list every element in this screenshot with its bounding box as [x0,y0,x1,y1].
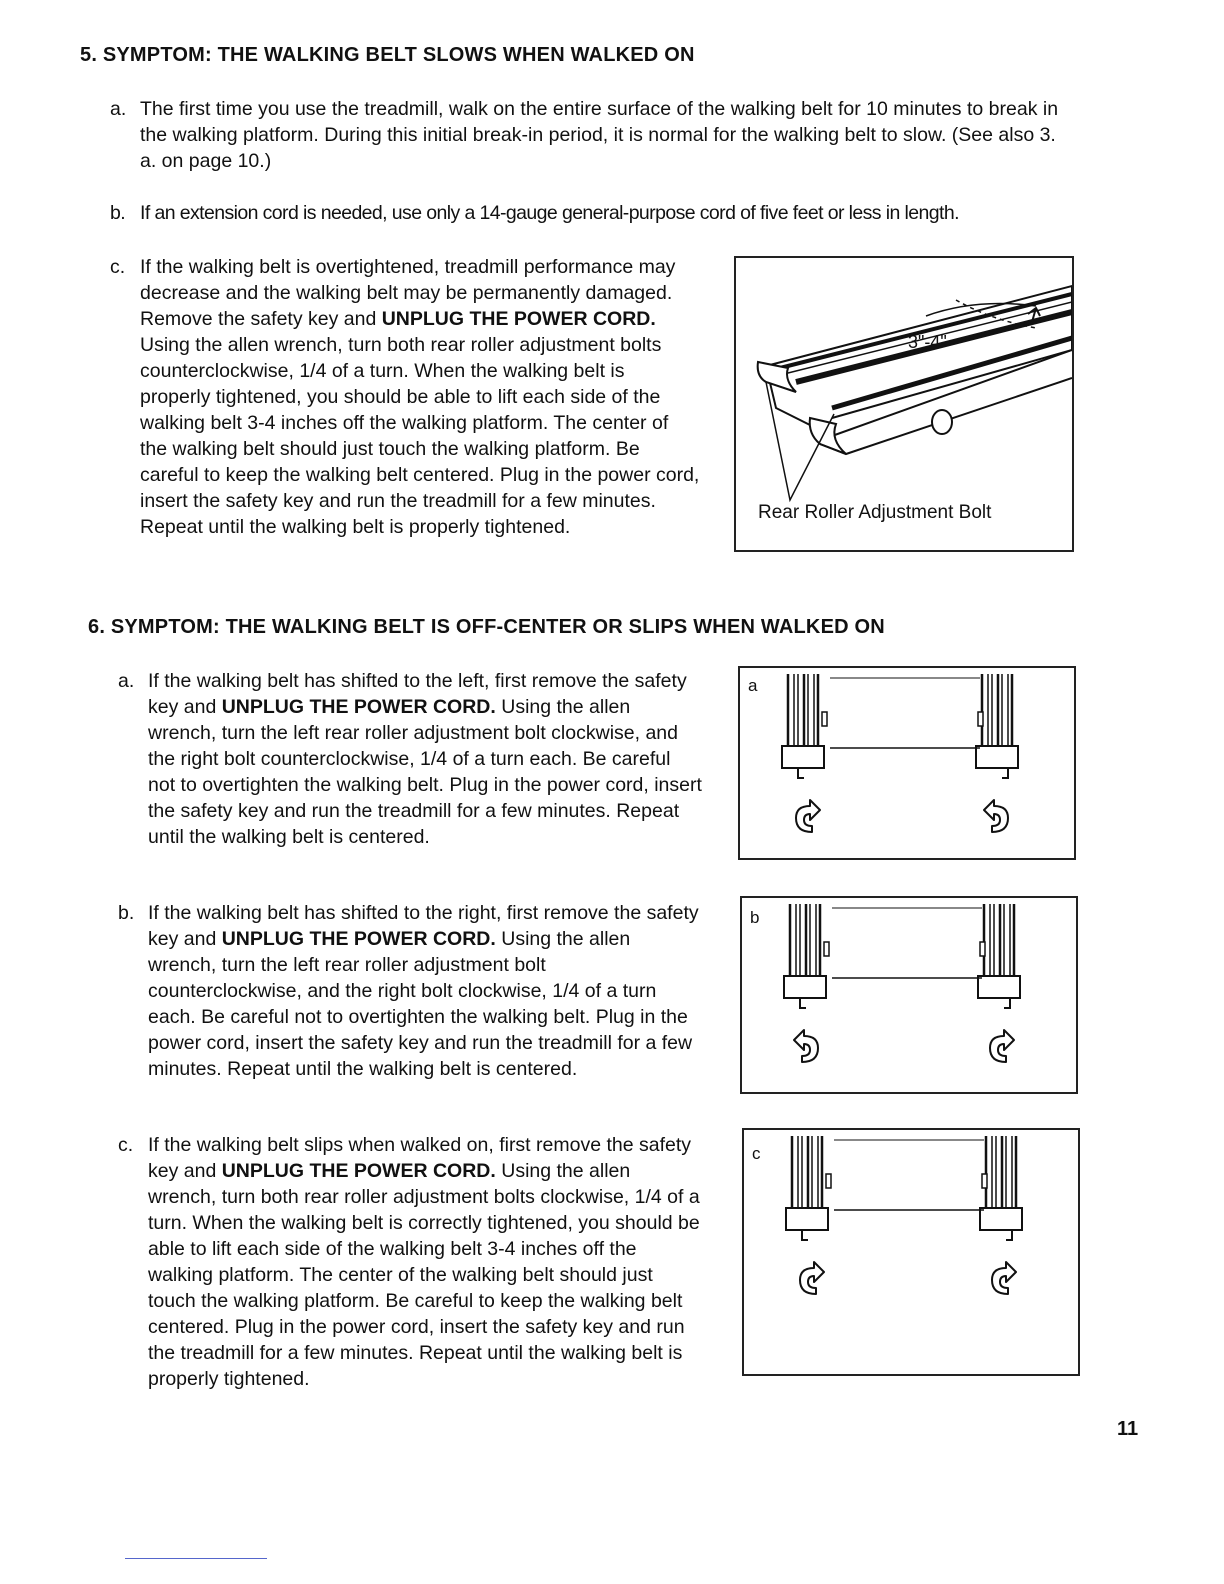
step-5a-text: The first time you use the treadmill, walk on the entire surface of the walking belt for 10 minutes to break in the walking platform. During this initial break-in period, it is normal for the walking belt to slow. (See also 3. a. on page 10.) [140,98,1059,172]
figure-label: a [748,676,758,695]
step-6c-text: If the walking belt slips when walked on, first remove the safety key and UNPLUG THE POWER CORD. Using the allen wrench, turn both rear roller adjustment bolts clockwise, 1/4 of a turn. When the walking belt is correctly tightened, you should be able to lift each side of the walking belt 3-4 inches off the walking platform. The center of the walking belt should just touch the walking platform. Be careful to keep the walking belt centered. Plug in the power cord, insert the safety key and run the treadmill for a few minutes. Repeat until the walking belt is properly tightened. [148,1134,700,1390]
unplug-warning: UNPLUG THE POWER CORD. [381,308,656,330]
step-5b-label: b. [110,202,126,224]
step-5c-label: c. [110,256,126,278]
step-6a [118,668,702,850]
counterclockwise-arrow-icon [794,1030,818,1062]
step-5c [110,254,700,540]
step-6b-text: If the walking belt has shifted to the right, first remove the safety key and UNPLUG THE POWER CORD. Using the allen wrench, turn the left rear roller adjustment bolt counterclockwise, and the right bolt clockwise, 1/4 of a turn each. Be careful not to overtighten the walking belt. Plug in the power cord, insert the safety key and run the treadmill for a few minutes. Repeat until the walking belt is centered. [148,902,699,1080]
step-5b [110,200,1090,226]
clockwise-arrow-icon [796,800,820,832]
step-6a-label: a. [118,670,135,692]
clockwise-arrow-icon [992,1262,1016,1294]
counterclockwise-arrow-icon [984,800,1008,832]
unplug-warning: UNPLUG THE POWER CORD. [221,928,496,950]
step-5c-text: If the walking belt is overtightened, treadmill performance may decrease and the walking belt may be permanently damaged. Remove the safety key and UNPLUG THE POWER CORD. Using the allen wrench, turn both rear roller adjustment bolts counterclockwise, 1/4 of a turn. When the walking belt is properly tightened, you should be able to lift each side of the walking belt 3-4 inches off the walking platform. The center of the walking belt should just touch the walking platform. Be careful to keep the walking belt centered. Plug in the power cord, insert the safety key and run the treadmill for a few minutes. Repeat until the walking belt is properly tightened. [140,256,700,538]
roller-figure-a [738,666,1076,860]
step-5a-label: a. [110,98,127,120]
step-5b-text: If an extension cord is needed, use only a 14-gauge general-purpose cord of five feet or less in length. [140,202,959,224]
step-5a [110,96,1070,174]
roller-figure-c [742,1128,1080,1376]
page-number: 11 [1117,1418,1139,1440]
figure-label: b [750,908,760,927]
roller-diagram [742,898,1076,1092]
clockwise-arrow-icon [800,1262,824,1294]
step-6b-label: b. [118,902,135,924]
unplug-warning: UNPLUG THE POWER CORD. [221,696,496,718]
belt-lift-measurement: 3"-4" [908,332,947,352]
step-6c-label: c. [118,1134,134,1156]
section-6-heading: 6. SYMPTOM: THE WALKING BELT IS OFF-CENTER OR SLIPS WHEN WALKED ON [88,616,885,638]
rear-roller-figure [734,256,1074,552]
step-6b [118,900,702,1082]
figure-label: c [752,1144,761,1163]
step-6a-text: If the walking belt has shifted to the left, first remove the safety key and UNPLUG THE POWER CORD. Using the allen wrench, turn the left rear roller adjustment bolt clockwise, and the right bolt counterclockwise, 1/4 of a turn each. Be careful not to overtighten the walking belt. Plug in the power cord, insert the safety key and run the treadmill for a few minutes. Repeat until the walking belt is centered. [148,670,702,848]
roller-diagram [740,668,1074,858]
section-5-heading: 5. SYMPTOM: THE WALKING BELT SLOWS WHEN WALKED ON [80,44,695,66]
figure-caption: Rear Roller Adjustment Bolt [758,502,992,523]
roller-diagram [744,1130,1078,1374]
step-6c [118,1132,702,1392]
footer-rule [125,1558,267,1559]
roller-figure-b [740,896,1078,1094]
clockwise-arrow-icon [990,1030,1014,1062]
unplug-warning: UNPLUG THE POWER CORD. [221,1160,496,1182]
